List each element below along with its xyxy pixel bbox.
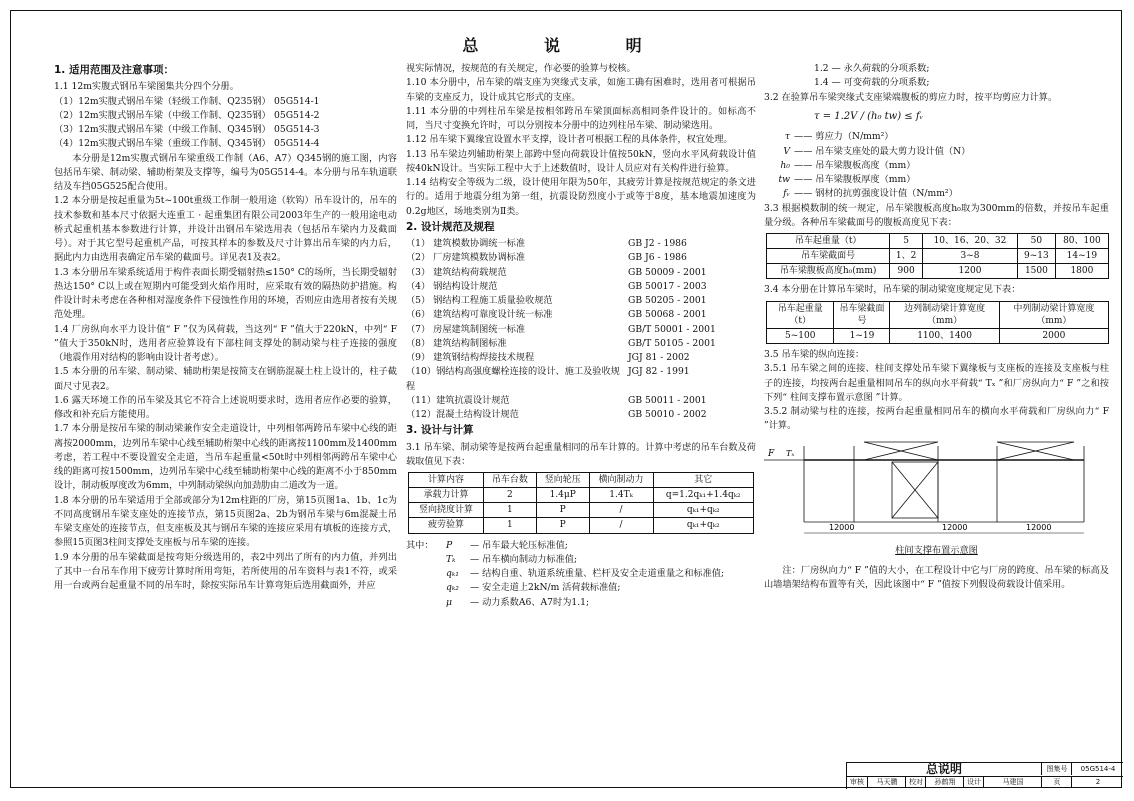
list-item: h₀ —— 吊车梁腹板高度（mm） <box>780 159 916 171</box>
column-2 <box>406 62 756 610</box>
list-item: （5） 钢结构工程施工质量验收规范 GB 50205 - 2001 <box>406 295 707 307</box>
table-row: 竖向挠度计算 1 P / qₖ₁+qₖ₂ <box>409 503 754 518</box>
para-1-2: 1.2 本分册是按起重量为5t~100t重级工作制一般用途（软钩）吊车设计的，吊车的技术参数和基本尺寸依据大连重工 · 起重集团有限公司2003年生产的一般用途电动桥式起重机基本参数进行计算，并设计出钢吊车梁选用表（包括吊车梁内力及截面号）。对于其它型号起重机产品，可按其样本的参数及尺寸计算出吊车梁的内力后，据此内力由选用表确定吊车梁的截面号。详见表1及表2。 <box>54 195 397 264</box>
bracing-diagram <box>764 438 1104 544</box>
para-1-3: 1.3 本分册吊车梁系统适用于构件表面长期受辐射热≤150° C的场所，当长期受辐射热达150° C以上或在短期内可能受到火焰作用时，应采取有效的隔热防护措施。构件设计时未考虑在各种相对湿度条件下侵蚀性作用的环境，否则应由选用者按有关规范处理。 <box>54 266 397 321</box>
para-1-14: 1.14 结构安全等级为二级，设计使用年限为50年，其疲劳计算是按规范规定的条文进行的。适用于地震分组为第一组，抗震设防烈度小于或等于8度，基本地震加速度为0.2g地区，场地类别为Ⅱ类。 <box>406 177 756 217</box>
list-item: fᵥ —— 钢材的抗剪强度设计值（N/mm²） <box>783 188 958 200</box>
title-block: 总说明 图集号 05G514-4 审核 马天鹏 校对 孙鹤翔 设计 马建国 页 2 <box>846 762 1123 789</box>
list-item: Tₖ — 吊车横向制动力标准值; <box>446 553 578 565</box>
table-row: 吊车梁截面号 1、2 3~8 9~13 14~19 <box>767 249 1109 264</box>
list-item: τ —— 剪应力（N/mm²） <box>784 131 894 143</box>
list-item: （4） 钢结构设计规范 GB 50017 - 2003 <box>406 280 707 292</box>
para-continued: 视实际情况，按规范的有关规定，作必要的验算与校核。 <box>406 63 636 74</box>
list-item: （4）12m实腹式钢吊车梁（重级工作制、Q345钢） 05G514-4 <box>54 138 320 150</box>
table-row: 疲劳验算 1 P / qₖ₁+qₖ₂ <box>409 518 754 533</box>
span-label: 12000 <box>1026 522 1052 532</box>
list-item: （6） 建筑结构可靠度设计统一标准 GB 50068 - 2001 <box>406 309 707 321</box>
list-item: qₖ₂ — 安全走道上2kN/m 活荷载标准值; <box>446 582 621 594</box>
para-1-13: 1.13 吊车梁边列辅助桁架上部跨中竖向荷载设计值按50kN，竖向水平风荷载设计值按40kN设计。当实际工程中大于上述数值时，设计人员应对有关构件进行验算。 <box>406 148 756 174</box>
list-item: （8） 建筑结构制图标准 GB/T 50105 - 2001 <box>406 337 716 349</box>
para-1-9: 1.9 本分册的吊车梁截面是按弯矩分级选用的，表2中列出了所有的内力值，并列出了其中一台吊车作用下疲劳计算时所用弯矩，若所使用的吊车资料与表1不符，或采用一台或两台起重量不同的吊车时，除按实际吊车计算弯矩后选用截面外，并应 <box>54 551 397 592</box>
list-item: （12）混凝土结构设计规范 GB 50010 - 2002 <box>406 409 707 421</box>
list-item: （10）钢结构高强度螺栓连接的设计、施工及验收规程 JGJ 82 - 1991 <box>406 366 690 392</box>
table-row: 5~100 1~19 1100、1400 2000 <box>767 328 1109 343</box>
section-1-heading: 1. 适用范围及注意事项： <box>54 64 174 76</box>
list-item: μ — 动力系数A6、A7时为1.1; <box>446 596 590 608</box>
para-1-5: 1.5 本分册的吊车梁、制动梁、辅助桁架是按简支在钢筋混凝土柱上设计的，柱子截面尺寸见表2。 <box>54 366 397 392</box>
series-list <box>54 95 397 152</box>
list-item: qₖ₁ — 结构自重、轨道系统重量、栏杆及安全走道重量之和标准值; <box>446 568 725 580</box>
list-item: （1） 建筑模数协调统一标准 GB J2 - 1986 <box>406 238 687 250</box>
atlas-number: 05G514-4 <box>1071 763 1124 775</box>
list-item: （9） 建筑钢结构焊接技术规程 JGJ 81 - 2002 <box>406 352 690 364</box>
para-intro: 本分册是12m实腹式钢吊车梁重级工作制（A6、A7）Q345钢的施工图，内容包括吊车梁、制动梁、辅助桁架及支撑等，编号为05G514-4。本分册与吊车轨道联结及车挡05G525配合使用。 <box>54 152 397 193</box>
diagram-caption: 柱间支撑布置示意图 <box>895 544 978 556</box>
table-row: 吊车起重量（t） 吊车梁截面号 边列制动梁计算宽度（mm） 中列制动梁计算宽度（mm） <box>767 301 1109 328</box>
para-3-2: 3.2 在验算吊车梁突缘式支座梁端腹板的剪应力时，按平均剪应力计算。 <box>764 91 1058 103</box>
para-1-7: 1.7 本分册是按吊车梁的制动梁兼作安全走道设计，中列相邻两跨吊车梁中心线的距离按2000mm，边列吊车梁中心线至辅助桁架中心线的距离按1100mm及1400mm考虑，若工程中不要设置安全走道，当吊车起重量<50t时中列相邻两跨吊车梁中心线的距离可按1500mm，边列吊车梁中心线至辅助桁架中心线的距离不小于850mm设计，制动板厚度改为6mm，中列制动梁纵向加劲肋由二道改为一道。 <box>54 423 397 492</box>
section-2-heading: 2. 设计规范及规程 <box>406 220 495 233</box>
para-1-11: 1.11 本分册的中列柱吊车梁是按相邻跨吊车梁顶面标高相同条件设计的。如标高不同，当尺寸变换允许时，可以分别按本分册中的边列柱吊车梁、制动梁选用。 <box>406 105 756 131</box>
factor-permanent: 1.2 — 永久荷载的分项系数; <box>814 63 930 74</box>
list-item: （1）12m实腹式钢吊车梁（轻级工作制、Q235钢） 05G514-1 <box>54 95 320 107</box>
para-3-5-1: 3.5.1 吊车梁之间的连接、柱间支撑处吊车梁下翼缘板与支座板的连接及支座板与柱子的连接，均按两台起重量相同吊车的纵向水平荷载“ Tₓ ”和厂房纵向力“ F ”之和按下列“ 柱间支撑布置示意图 ”计算。 <box>764 363 1109 403</box>
section-3-heading: 3. 设计与计算 <box>406 424 474 437</box>
para-1-6: 1.6 露天环境工作的吊车梁及其它不符合上述说明要求时，选用者应作必要的验算，修改和补充后方能使用。 <box>54 394 397 421</box>
shear-formula: τ = 1.2V / (h₀ tw) ≤ fᵥ <box>814 110 924 122</box>
upper-bracing <box>864 442 938 460</box>
load-table <box>408 472 754 534</box>
column-3 <box>764 62 1109 592</box>
page-title: 总 说 明 <box>462 36 672 55</box>
table-row: 吊车梁腹板高度h₀(mm) 900 1200 1500 1800 <box>767 264 1109 279</box>
upper-bracing <box>997 442 1074 460</box>
notes-list <box>406 539 756 610</box>
list-item: （3）12m实腹式钢吊车梁（中级工作制、Q345钢） 05G514-3 <box>54 124 320 136</box>
table-row: 计算内容 吊车台数 竖向轮压 横向制动力 其它 <box>409 473 754 488</box>
para-1-8: 1.8 本分册的吊车梁适用于全部或部分为12m柱距的厂房，第15页图1a、1b、1c为不同高度钢吊车梁支座处的连接节点，第15页图2a、2b为钢吊车梁与6m混凝土吊车梁支座处的连接节点，但支座板及其与钢吊车梁的连接应采用有填板的连接方式，参照15页图3柱间支撑处支座板与吊车梁的连接。 <box>54 494 397 549</box>
brake-width-table <box>766 301 1109 344</box>
para-3-3: 3.3 根据模数制的统一规定，吊车梁腹板高度h₀取为300mm的倍数，并按吊车起重量分级。各种吊车梁截面号的腹板高度见下表： <box>764 202 1109 228</box>
factor-variable: 1.4 — 可变荷载的分项系数; <box>814 77 930 89</box>
titleblock-title: 总说明 <box>925 762 962 776</box>
page-number: 2 <box>1071 776 1124 788</box>
list-item: 其中： P — 吊车最大轮压标准值; <box>406 539 568 551</box>
para-3-4: 3.4 本分册在计算吊车梁时，吊车梁的制动梁宽度规定见下表： <box>764 284 1021 296</box>
para-1-10: 1.10 本分册中，吊车梁的端支座为突缘式支承，如施工确有困难时，选用者可根据吊车梁的支座反力，设计成其它形式的支座。 <box>406 77 756 103</box>
list-item: V —— 吊车梁支座处的最大剪力设计值（N） <box>783 145 971 157</box>
list-item: （7） 房屋建筑制图统一标准 GB/T 50001 - 2001 <box>406 323 716 335</box>
list-item: （11）建筑抗震设计规范 GB 50011 - 2001 <box>406 394 707 406</box>
standards-list <box>406 237 756 422</box>
diagram-note: 注：厂房纵向力“ F ”值的大小，在工程设计中它与厂房的跨度、吊车梁的标高及山墙墙架结构布置等有关，因此该图中“ F ”值按下列假设荷载设计值采用。 <box>764 564 1109 591</box>
list-item: （2） 厂房建筑模数协调标准 GB J6 - 1986 <box>406 252 687 264</box>
para-3-5: 3.5 吊车梁的纵向连接： <box>764 349 865 361</box>
table-row: 承载力计算 2 1.4μP 1.4Tₖ q=1.2qₖ₁+1.4qₖ₂ <box>409 488 754 503</box>
atlas-label: 图集号 <box>1041 763 1072 775</box>
para-1-1: 1.1 12m实腹式钢吊车梁图集共分四个分册。 <box>54 81 239 93</box>
para-1-12: 1.12 吊车梁下翼缘宜设置水平支撑，设计者可根据工程的具体条件，权宜处理。 <box>406 134 733 146</box>
web-height-table <box>766 233 1109 279</box>
para-3-5-2: 3.5.2 制动梁与柱的连接，按两台起重量相同吊车的横向水平荷载和厂房纵向力“ F ”计算。 <box>764 406 1109 432</box>
column-1 <box>54 62 397 593</box>
lower-bracing-cross <box>892 462 938 518</box>
list-item: （3） 建筑结构荷载规范 GB 50009 - 2001 <box>406 266 707 278</box>
list-item: （2）12m实腹式钢吊车梁（中级工作制、Q235钢） 05G514-2 <box>54 109 320 121</box>
span-label: 12000 <box>942 522 968 532</box>
para-3-1: 3.1 吊车梁、制动梁等是按两台起重量相同的吊车计算的。计算中考虑的吊车台数及荷载取值见下表： <box>406 441 756 467</box>
force-tx-label: Tₓ <box>786 448 795 458</box>
force-f-label: F <box>768 448 775 459</box>
page-label: 页 <box>1041 776 1072 788</box>
para-1-4: 1.4 厂房纵向水平力设计值“ F ”仅为风荷载，当这列“ F ”值大于220kN，中列“ F ”值大于350kN时，选用者应验算设有下部柱间支撑处的制动梁与柱子连接的强度（地震作用对结构的影响由设计者考虑）。 <box>54 323 397 364</box>
list-item: tw —— 吊车梁腹板厚度（mm） <box>778 174 916 185</box>
symbol-list <box>764 130 1109 201</box>
table-row: 吊车起重量（t） 5 10、16、20、32 50 80、100 <box>767 234 1109 249</box>
span-label: 12000 <box>829 522 855 532</box>
